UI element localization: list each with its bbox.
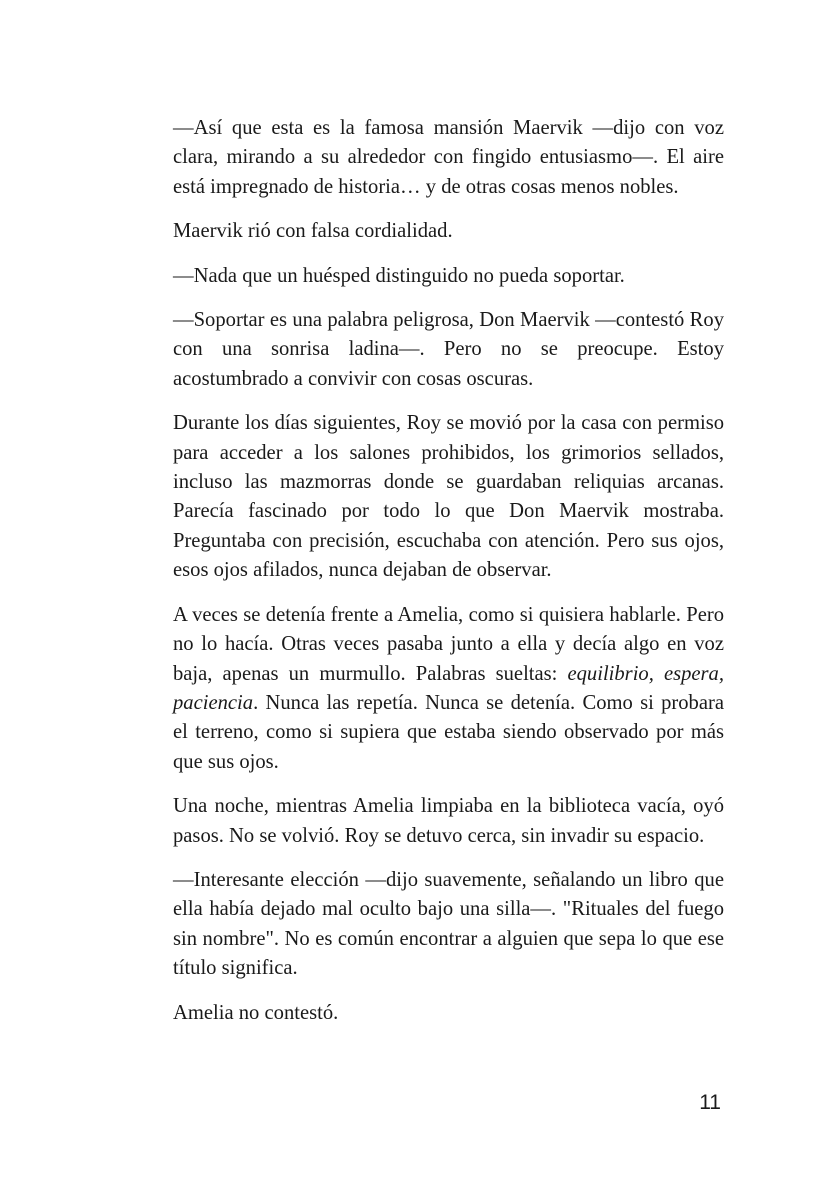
paragraph-9: Amelia no contestó. [173,1001,339,1024]
paragraph-1: —Así que esta es la famosa mansión Maervik —dijo con voz clara, mirando a su alrededor con fingido entusiasmo—. El aire está impregnado de historia… y de otras cosas menos nobles. [173,117,724,198]
paragraph-6-text-end: . Nunca las repetía. Nunca se detenía. Como si probara el terreno, como si supiera que estaba siendo observado por más que sus ojos. [173,691,724,773]
page-number: 11 [699,1091,721,1114]
paragraph-7: Una noche, mientras Amelia limpiaba en la biblioteca vacía, oyó pasos. No se volvió. Roy se detuvo cerca, sin invadir su espacio. [173,795,724,847]
paragraph-2: Maervik rió con falsa cordialidad. [173,220,453,243]
paragraph-4: —Soportar es una palabra peligrosa, Don Maervik —contestó Roy con una sonrisa ladina—. Pero no se preocupe. Estoy acostumbrado a convivir con cosas oscuras. [173,309,724,390]
paragraph-6 [173,601,724,777]
paragraph-3: —Nada que un huésped distinguido no pueda soportar. [173,264,625,287]
body-text [173,114,724,1043]
paragraph-8: —Interesante elección —dijo suavemente, señalando un libro que ella había dejado mal oculto bajo una silla—. "Rituales del fuego sin nombre". No es común encontrar a alguien que sepa lo que ese título significa. [173,868,724,980]
paragraph-6-italic-words: equilibrio, espera, paciencia [173,662,724,714]
paragraph-5: Durante los días siguientes, Roy se movió por la casa con permiso para acceder a los salones prohibidos, los grimorios sellados, incluso las mazmorras donde se guardaban reliquias arcanas. Parecía fascinado por todo lo que Don Maervik mostraba. Preguntaba con precisión, escuchaba con atención. Pero sus ojos, esos ojos afilados, nunca dejaban de observar. [173,412,724,582]
paragraph-6-text-start: A veces se detenía frente a Amelia, como si quisiera hablarle. Pero no lo hacía. Otras veces pasaba junto a ella y decía algo en voz baja, apenas un murmullo. Palabras sueltas: [173,603,724,685]
